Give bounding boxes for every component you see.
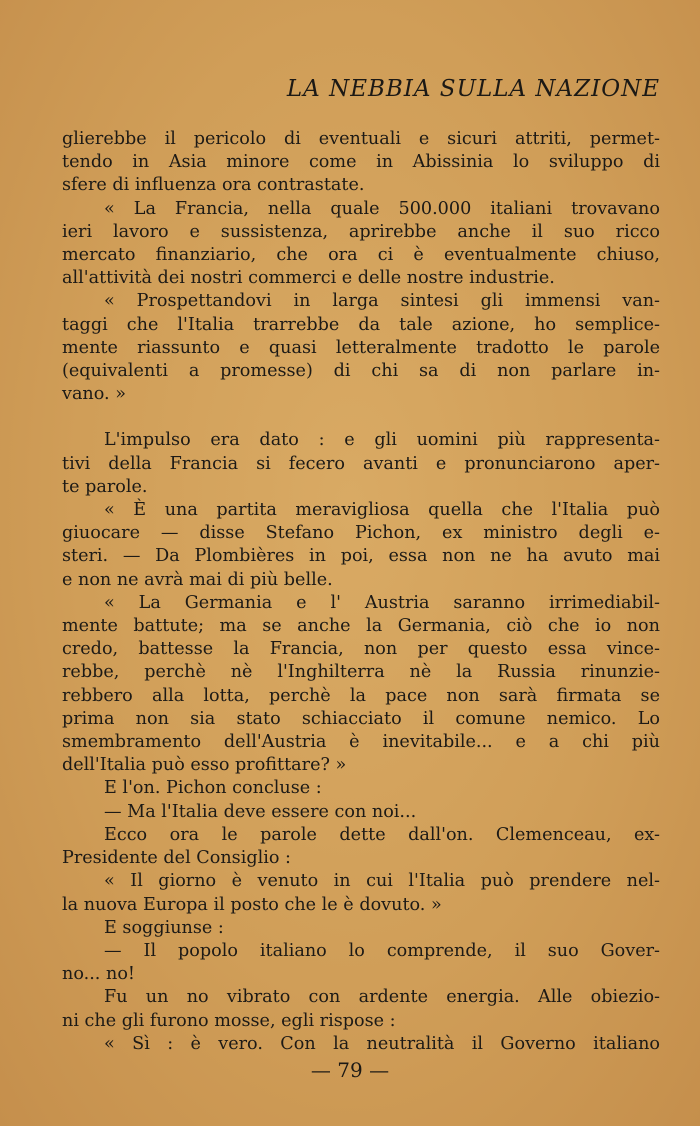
paragraph: [62, 801, 660, 824]
text-line: giuocare — disse Stefano Pichon, ex ministro degli e-: [62, 523, 660, 544]
body-text: [62, 128, 660, 1056]
paragraph: [62, 1033, 660, 1056]
text-line: — Il popolo italiano lo comprende, il suo Gover-: [104, 940, 660, 961]
text-line: « La Germania e l' Austria saranno irrimediabil-: [104, 592, 660, 613]
paragraph: [62, 777, 660, 800]
text-line: mente riassunto e quasi letteralmente tradotto le parole: [62, 337, 660, 358]
page-number: — 79 —: [310, 1058, 390, 1082]
text-line: tendo in Asia minore come in Abissinia lo sviluppo di: [62, 152, 660, 173]
text-line: sfere di influenza ora contrastate.: [62, 175, 365, 196]
paragraph: [62, 429, 660, 499]
text-line: mercato finanziario, che ora ci è eventualmente chiuso,: [62, 245, 660, 266]
text-line: no... no!: [62, 964, 135, 985]
paragraph: [62, 940, 660, 986]
text-line: glierebbe il pericolo di eventuali e sicuri attriti, permet-: [62, 129, 660, 149]
text-line: dell'Italia può esso profittare? »: [62, 755, 347, 776]
text-line: « Prospettandovi in larga sintesi gli immensi van-: [104, 291, 660, 312]
text-line: prima non sia stato schiacciato il comune nemico. Lo: [62, 708, 660, 729]
text-line: — Ma l'Italia deve essere con noi...: [104, 801, 417, 822]
text-line: steri. — Da Plombières in poi, essa non ne ha avuto mai: [62, 546, 660, 567]
paragraph: [62, 986, 660, 1032]
text-line: ieri lavoro e sussistenza, aprirebbe anche il suo ricco: [62, 221, 660, 242]
text-line: credo, battesse la Francia, non per questo essa vince-: [62, 639, 660, 660]
text-line: « Sì : è vero. Con la neutralità il Governo italiano: [104, 1033, 660, 1054]
paragraph: [62, 592, 660, 778]
text-line: mente battute; ma se anche la Germania, ciò che io non: [62, 616, 660, 637]
running-head: LA NEBBIA SULLA NAZIONE: [286, 76, 660, 102]
text-line: tivi della Francia si fecero avanti e pronunciarono aper-: [62, 453, 660, 474]
paragraph: [62, 198, 660, 291]
text-line: (equivalenti a promesse) di chi sa di non parlare in-: [62, 361, 660, 382]
text-line: Ecco ora le parole dette dall'on. Clemenceau, ex-: [104, 824, 660, 845]
text-line: te parole.: [62, 476, 148, 497]
text-line: la nuova Europa il posto che le è dovuto. »: [62, 894, 442, 915]
text-line: all'attività dei nostri commerci e delle nostre industrie.: [62, 268, 555, 289]
text-line: rebbe, perchè nè l'Inghilterra nè la Russia rinunzie-: [62, 662, 660, 683]
paragraph: [62, 917, 660, 940]
paragraph: [62, 128, 660, 198]
text-line: E soggiunse :: [104, 917, 224, 938]
text-line: E l'on. Pichon concluse :: [104, 778, 322, 799]
text-line: Presidente del Consiglio :: [62, 848, 291, 869]
text-line: ni che gli furono mosse, egli rispose :: [62, 1010, 396, 1031]
text-line: « Il giorno è venuto in cui l'Italia può prendere nel-: [104, 871, 660, 892]
text-line: smembramento dell'Austria è inevitabile... e a chi più: [62, 732, 660, 753]
text-line: Fu un no vibrato con ardente energia. Alle obiezio-: [104, 987, 660, 1008]
text-line: vano. »: [62, 384, 126, 405]
text-line: e non ne avrà mai di più belle.: [62, 569, 333, 590]
text-line: L'impulso era dato : e gli uomini più rappresenta-: [104, 430, 660, 451]
text-line: « È una partita meravigliosa quella che l'Italia può: [104, 500, 660, 521]
text-line: taggi che l'Italia trarrebbe da tale azione, ho semplice-: [62, 314, 660, 335]
text-line: rebbero alla lotta, perchè la pace non sarà firmata se: [62, 685, 660, 706]
paragraph: [62, 290, 660, 406]
paragraph: [62, 499, 660, 592]
paragraph: [62, 824, 660, 870]
paragraph: [62, 870, 660, 916]
paragraph-gap: [62, 406, 660, 429]
text-line: « La Francia, nella quale 500.000 italiani trovavano: [104, 198, 660, 219]
